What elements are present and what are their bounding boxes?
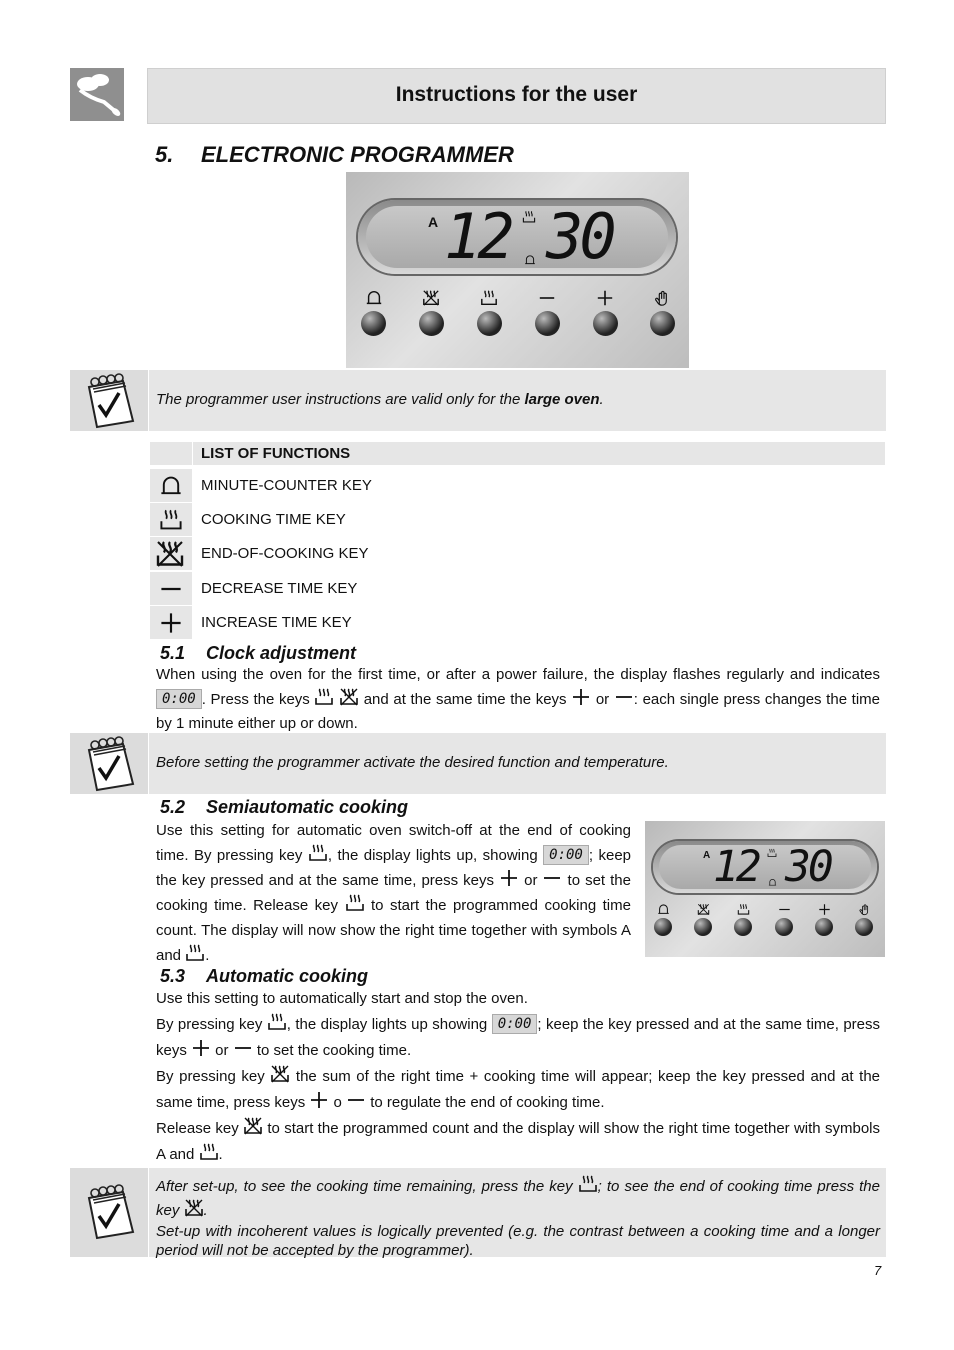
text: to set the cooking time. Release key [156, 872, 631, 914]
end-of-cooking-button[interactable] [419, 311, 444, 336]
text: Use this setting to automatically start and stop the oven. [156, 990, 528, 1007]
text: ; to see the end of cooking time press the key [156, 1178, 880, 1219]
function-row [150, 572, 885, 605]
cooking-time-icon [308, 843, 328, 863]
subsection-number: 5.3 [160, 966, 186, 986]
cooking-time-icon [737, 903, 750, 916]
display-window [358, 200, 676, 274]
function-row [150, 537, 885, 570]
function-label: DECREASE TIME KEY [201, 580, 358, 597]
functions-heading: LIST OF FUNCTIONS [201, 445, 351, 462]
subsection-number: 5.2 [160, 797, 186, 817]
text: to start the programmed count and the display will show the right time together with symbols A and [156, 1120, 880, 1163]
function-label: MINUTE-COUNTER KEY [201, 477, 372, 494]
function-row [150, 503, 885, 536]
programmer-panel-small-image [645, 821, 885, 957]
text: , the display lights up showing [286, 1016, 492, 1033]
note-text [156, 390, 880, 410]
decrease-button[interactable] [535, 311, 560, 336]
cooking-time-icon [314, 687, 334, 707]
subsection-title-text: Semiautomatic cooking [206, 797, 409, 817]
text: the sum of the right time + cooking time will appear; keep the key pressed and at the same time, press keys [156, 1068, 881, 1111]
display-bell-icon [524, 254, 536, 266]
note-bold-text: large oven [524, 391, 600, 408]
cooking-time-button[interactable] [734, 918, 752, 936]
note-warning-text: Set-up with incoherent values is logically prevented (e.g. the contrast between a cooking time and a longer period will not be accepted by the programmer). [156, 1223, 880, 1259]
cooking-time-icon [480, 289, 498, 307]
text: ; keep the key pressed and at the same time, press keys [156, 847, 631, 889]
manual-hand-icon [653, 289, 671, 307]
display-mode-a: A [428, 214, 439, 230]
lcd-blank-display: 0:00 [156, 689, 202, 709]
semiautomatic-paragraph [156, 818, 631, 968]
function-label: END-OF-COOKING KEY [201, 545, 369, 562]
text: to set the cooking time. [252, 1042, 412, 1059]
end-of-cooking-icon [243, 1116, 263, 1136]
subsection-title-text: Automatic cooking [206, 966, 369, 986]
text: . [205, 947, 210, 964]
end-of-cooking-icon [422, 289, 440, 307]
text: By pressing key [156, 1068, 271, 1085]
text: ; keep the key pressed and at the same time, press keys [156, 1016, 881, 1059]
text: to start the programmed cooking time count. The display will now show the right time together with symbols A and [156, 897, 631, 964]
subsection-title-semiautomatic [160, 797, 408, 818]
plus-icon [596, 289, 614, 307]
lcd-blank-display: 0:00 [492, 1014, 538, 1034]
subsection-title-clock [160, 643, 356, 664]
function-row [150, 606, 885, 639]
notepad-check-icon [79, 1184, 139, 1240]
function-label: INCREASE TIME KEY [201, 614, 352, 631]
text: , the display lights up, showing [327, 847, 544, 864]
note-text: Before setting the programmer activate the desired function and temperature. [156, 754, 669, 771]
section-title-text: ELECTRONIC PROGRAMMER [201, 142, 514, 167]
plus-icon [571, 687, 591, 707]
display-hours: 12 [444, 200, 511, 273]
plus-icon [818, 903, 831, 916]
display-cooking-icon [767, 848, 777, 858]
display-bell-icon [768, 878, 777, 887]
manual-button[interactable] [855, 918, 873, 936]
text: and at the same time the keys [359, 691, 572, 708]
text: . [218, 1146, 223, 1163]
text: After set-up, to see the cooking time remaining, press the key [156, 1178, 578, 1195]
plus-icon [191, 1038, 211, 1058]
programmer-panel-image [346, 172, 689, 368]
text: . [203, 1202, 208, 1219]
end-of-cooking-icon [155, 539, 185, 569]
plus-icon [159, 611, 183, 635]
minus-icon [778, 903, 791, 916]
minus-icon [233, 1038, 253, 1058]
page-header [147, 68, 886, 124]
display-window [653, 841, 877, 893]
cooking-time-icon [199, 1142, 219, 1162]
bell-icon [365, 289, 383, 307]
function-row [150, 469, 885, 502]
bell-icon [657, 903, 670, 916]
subsection-title-automatic [160, 966, 368, 987]
chef-spoon-icon [70, 68, 124, 121]
minus-icon [346, 1090, 366, 1110]
decrease-button[interactable] [775, 918, 793, 936]
automatic-paragraph [156, 986, 880, 1168]
note-setup [70, 1168, 886, 1257]
text: or [211, 1042, 233, 1059]
bell-icon [159, 474, 183, 498]
minute-counter-button[interactable] [361, 311, 386, 336]
automatic-step-2 [156, 1064, 880, 1116]
manual-hand-icon [858, 903, 871, 916]
text: . Press the keys [201, 691, 315, 708]
notepad-check-icon [79, 736, 139, 792]
functions-header [150, 442, 885, 465]
note-icon-box [70, 733, 149, 794]
function-label: COOKING TIME KEY [201, 511, 346, 528]
page-number: 7 [874, 1263, 882, 1278]
text: Use this setting for automatic oven switch-off at the end of cooking time. By pressing key [156, 822, 631, 864]
minus-icon [538, 289, 556, 307]
brand-logo [70, 68, 124, 121]
display-hours: 12 [713, 842, 759, 892]
text: o [329, 1094, 347, 1111]
note-icon-box [70, 1168, 149, 1257]
plus-icon [499, 868, 519, 888]
subsection-number: 5.1 [160, 643, 186, 663]
display-mode-a: A [703, 850, 711, 861]
plus-icon [309, 1090, 329, 1110]
manual-button[interactable] [650, 311, 675, 336]
note-icon-box [70, 370, 149, 431]
text: or [591, 691, 614, 708]
cooking-time-icon [159, 508, 183, 532]
note-text [156, 1174, 880, 1260]
automatic-step-1 [156, 1012, 880, 1064]
increase-button[interactable] [593, 311, 618, 336]
end-of-cooking-icon [184, 1198, 204, 1218]
note-activate-function [70, 733, 886, 794]
minus-icon [159, 577, 183, 601]
cooking-time-icon [345, 893, 365, 913]
display-cooking-icon [522, 210, 536, 224]
note-text-part: The programmer user instructions are valid only for the [156, 391, 525, 408]
end-of-cooking-icon [270, 1064, 290, 1084]
text: Release key [156, 1120, 244, 1137]
text: or [519, 872, 543, 889]
text: When using the oven for the first time, or after a power failure, the display flashes regularly and indicates [156, 666, 880, 683]
end-of-cooking-button[interactable] [694, 918, 712, 936]
cooking-time-icon [578, 1174, 598, 1194]
cooking-time-button[interactable] [477, 311, 502, 336]
display-minutes: 30 [785, 842, 831, 892]
minus-icon [614, 687, 634, 707]
minus-icon [542, 868, 562, 888]
end-of-cooking-icon [697, 903, 710, 916]
minute-counter-button[interactable] [654, 918, 672, 936]
increase-button[interactable] [815, 918, 833, 936]
note-text-part: . [599, 391, 604, 408]
lcd-blank-display: 0:00 [543, 845, 589, 865]
automatic-step-3 [156, 1116, 880, 1168]
section-title [155, 142, 514, 168]
clock-adjust-paragraph [156, 663, 880, 736]
cooking-time-icon [267, 1012, 287, 1032]
text: : each single press changes the time by 1 minute either up or down. [156, 691, 880, 732]
end-of-cooking-icon [339, 687, 359, 707]
text: By pressing key [156, 1016, 267, 1033]
section-number: 5. [155, 142, 174, 167]
subsection-title-text: Clock adjustment [206, 643, 357, 663]
header-title: Instructions for the user [395, 83, 638, 106]
note-large-oven [70, 370, 886, 431]
cooking-time-icon [185, 943, 205, 963]
notepad-check-icon [79, 373, 139, 429]
text: to regulate the end of cooking time. [366, 1094, 605, 1111]
display-minutes: 30 [546, 200, 613, 273]
